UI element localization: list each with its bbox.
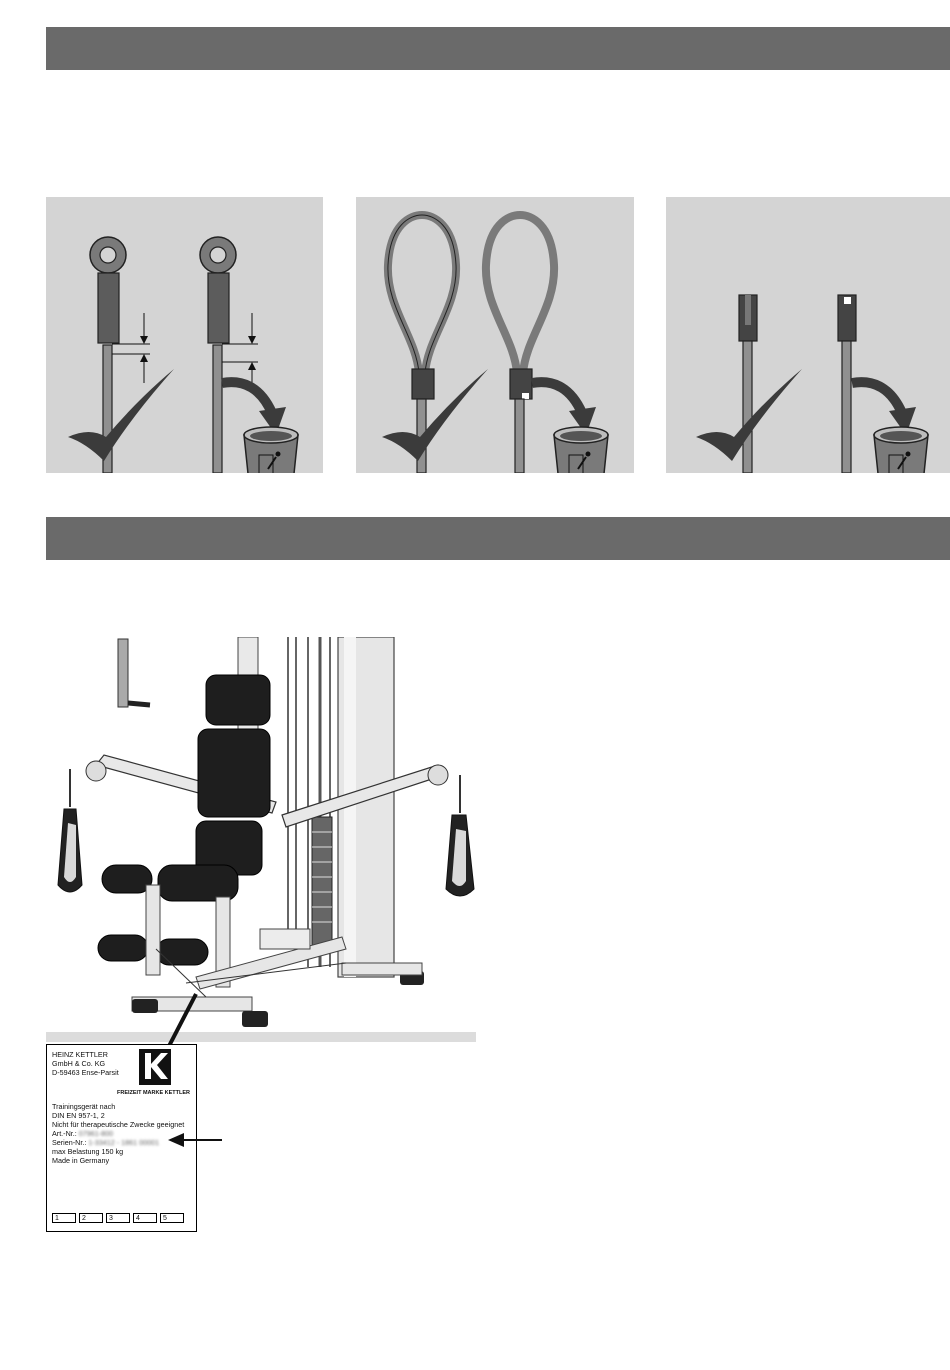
label-boxes bbox=[52, 1213, 184, 1223]
trash-bin-icon bbox=[554, 427, 608, 473]
max-load-line: max Belastung 150 kg bbox=[52, 1147, 124, 1156]
company-form: GmbH & Co. KG bbox=[52, 1059, 106, 1068]
checkmark-icon bbox=[382, 369, 488, 461]
cable-eye-inspection-panel bbox=[46, 197, 323, 473]
training-line: Trainingsgerät nach bbox=[52, 1102, 116, 1111]
trash-bin-icon bbox=[244, 427, 298, 473]
article-number-value: 07961-800 bbox=[78, 1129, 114, 1138]
trash-bin-icon bbox=[874, 427, 928, 473]
serial-number-value: 1-33412 - 1861 00001 bbox=[88, 1138, 160, 1147]
norm-line: DIN EN 957-1, 2 bbox=[52, 1111, 105, 1120]
multi-gym-illustration bbox=[46, 637, 476, 1042]
serial-number-line bbox=[52, 1138, 159, 1147]
section-header-bar-bottom bbox=[46, 517, 950, 560]
cable-loop-illustration bbox=[356, 197, 634, 473]
company-name: HEINZ KETTLER bbox=[52, 1050, 108, 1059]
serial-number-label: Serien-Nr.: bbox=[52, 1138, 87, 1147]
cable-eye-illustration bbox=[46, 197, 323, 473]
cable-end-inspection-panel bbox=[666, 197, 950, 473]
section-header-bar-top bbox=[46, 27, 950, 70]
label-box: 2 bbox=[79, 1213, 103, 1223]
made-in-line: Made in Germany bbox=[52, 1156, 110, 1165]
label-box: 1 bbox=[52, 1213, 76, 1223]
article-number-line bbox=[52, 1129, 113, 1138]
cable-loop-inspection-panel bbox=[356, 197, 634, 473]
label-box: 5 bbox=[160, 1213, 184, 1223]
company-address: D-59463 Ense-Parsit bbox=[52, 1068, 119, 1077]
cable-end-illustration bbox=[666, 197, 950, 473]
brand-line: FREIZEIT MARKE KETTLER bbox=[117, 1090, 191, 1096]
label-box: 3 bbox=[106, 1213, 130, 1223]
article-number-label: Art.-Nr.: bbox=[52, 1129, 77, 1138]
therapy-line: Nicht für therapeutische Zwecke geeignet bbox=[52, 1120, 185, 1129]
checkmark-icon bbox=[68, 369, 174, 461]
kettler-logo-icon bbox=[139, 1049, 171, 1085]
label-box: 4 bbox=[133, 1213, 157, 1223]
label-location-arrow bbox=[150, 990, 210, 1052]
serial-number-pointer-arrow-icon bbox=[168, 1130, 222, 1150]
